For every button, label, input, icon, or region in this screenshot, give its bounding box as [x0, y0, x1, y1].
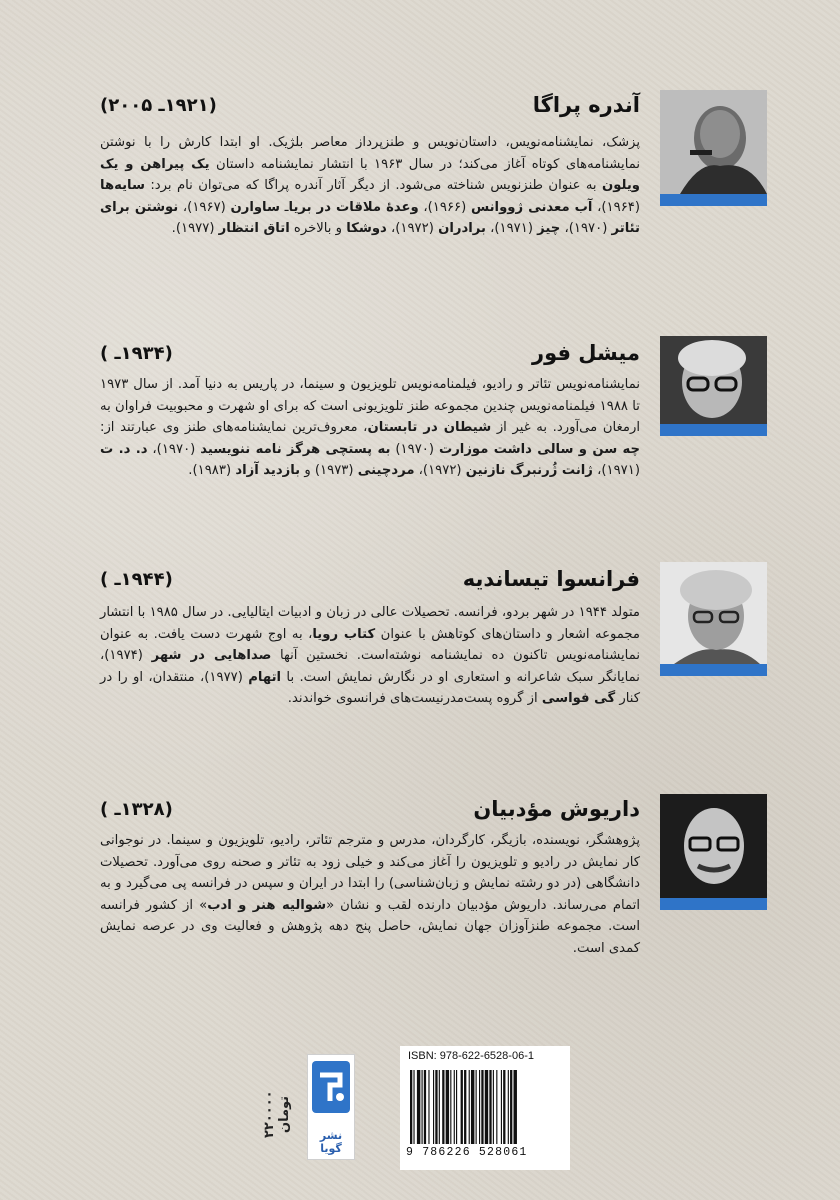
author-bio: [100, 830, 640, 959]
barcode-stripe: [508, 1070, 509, 1144]
author-portrait-faure: [660, 336, 767, 436]
barcode-stripe: [424, 1070, 426, 1144]
author-header: [100, 336, 640, 370]
author-dates: (۱۳۲۸ـ ): [100, 798, 173, 820]
portrait-accent-bar: [660, 194, 767, 206]
author-name: فرانسوا تیساندیه: [462, 567, 640, 591]
portrait-photo: [660, 562, 767, 664]
author-name: آندره پراگا: [532, 93, 640, 117]
author-portrait-moaddabian: [660, 794, 767, 910]
author-dates: (۱۹۲۱ـ ۲۰۰۵): [100, 94, 217, 116]
barcode-stripe: [501, 1070, 502, 1144]
barcode-stripe: [485, 1070, 488, 1144]
back-cover-footer: [0, 1040, 840, 1170]
barcode-stripe: [413, 1070, 414, 1144]
barcode-stripe: [446, 1070, 449, 1144]
portrait-accent-bar: [660, 898, 767, 910]
barcode-stripe: [417, 1070, 420, 1144]
author-name: میشل فور: [531, 341, 640, 365]
portrait-photo: [660, 794, 767, 898]
author-portrait-tissandier: [660, 562, 767, 676]
barcode-stripe: [481, 1070, 483, 1144]
portrait-photo: [660, 90, 767, 194]
barcode-stripe: [422, 1070, 423, 1144]
author-portrait-praga: [660, 90, 767, 206]
isbn-barcode-box: [400, 1046, 570, 1170]
barcode-stripe: [454, 1070, 455, 1144]
barcode-stripe: [442, 1070, 444, 1144]
author-bio-text: پزشک، نمایشنامه‌نویس، داستان‌نویس و طنزپرداز معاصر بلژیک. او ابتدا کارش را با نوشتن نمایشنامه‌های کوتاه آغاز می‌کند؛ در سال ۱۹۶۳ با انتشار نمایشنامه داستان یک پیراهن و یک ویلون به عنوان طنزنویس شناخته می‌شود. از دیگر آثار آندره پراگا که می‌توان نام برد: سایه‌ها (۱۹۶۴)، آب معدنی ژووانس (۱۹۶۶)، وعدهٔ ملاقات در بریاـ ساوارن (۱۹۶۷)، نوشتن برای تئاتر (۱۹۷۰)، چیز (۱۹۷۱)، برادران (۱۹۷۲)، دوشکا و بالاخره اتاق انتظار (۱۹۷۷).: [100, 135, 641, 236]
barcode-stripe: [471, 1070, 474, 1144]
author-bio-text: پژوهشگر، نویسنده، بازیگر، کارگردان، مدرس و مترجم تئاتر، رادیو، تلویزیون و سینما. در نوجوانی کار نمایش در رادیو و تلویزیون را آغاز می‌کند و خیلی زود به تئاتر و صحنه روی می‌آورد. تحصیلات دانشگاهی (در دو رشته نمایش و زبان‌شناسی) را ابتدا در ایران و سپس در فرانسه پی می‌گیرد و به اتمام می‌رساند. داریوش مؤدبیان دارنده لقب و نشان «شوالیه هنر و ادب» از کشور فرانسه است. مجموعه طنزآوزان جهان نمایش، حاصل پنج دهه پژوهش و فعالیت وی در عرصه نمایش کمدی است.: [100, 833, 640, 956]
author-header: [100, 562, 640, 596]
publisher-logo-icon: [312, 1061, 350, 1113]
barcode-stripe: [433, 1070, 434, 1144]
author-header: [100, 792, 640, 826]
barcode-stripe: [479, 1070, 480, 1144]
portrait-accent-bar: [660, 664, 767, 676]
barcode-icon: [408, 1070, 562, 1144]
publisher-logo: [307, 1054, 355, 1160]
barcode-stripe: [469, 1070, 470, 1144]
barcode-stripe: [476, 1070, 477, 1144]
barcode-stripe: [464, 1070, 466, 1144]
barcode-stripe: [503, 1070, 505, 1144]
author-header: [100, 88, 640, 122]
barcode-stripe: [493, 1070, 494, 1144]
author-bio-text: نمایشنامه‌نویس تئاتر و رادیو، فیلمنامه‌نویس تلویزیون و سینما، در پاریس به دنیا آمد. از سال ۱۹۷۳ تا ۱۹۸۸ فیلمنامه‌نویس چندین مجموعه طنز تلویزیونی است که برای او شهرت و محبوبیت فراوان به ارمغان می‌آورد. به غیر از شیطان در تابستان، معروف‌ترین نمایشنامه‌های طنز وی عبارتند از: چه سن و سالی داشت موزارت (۱۹۷۰) به پستچی هرگز نامه ننویسید (۱۹۷۰)، د. د. ت (۱۹۷۱)، ژانت ژُرنبرگ نازنین (۱۹۷۲)، مردچینی (۱۹۷۳) و بازدید آزاد (۱۹۸۳).: [100, 377, 641, 478]
barcode-stripe: [510, 1070, 512, 1144]
isbn-label: ISBN: 978-622-6528-06-1: [408, 1050, 534, 1062]
barcode-stripe: [461, 1070, 463, 1144]
author-bio: [100, 132, 640, 240]
portrait-accent-bar: [660, 424, 767, 436]
barcode-stripe: [489, 1070, 491, 1144]
publisher-name: نشر گویا: [319, 1129, 343, 1155]
barcode-stripe: [428, 1070, 429, 1144]
barcode-stripe: [439, 1070, 440, 1144]
barcode-stripe: [514, 1070, 517, 1144]
author-dates: (۱۹۳۴ـ ): [100, 342, 173, 364]
price-label: ۲۲۰۰۰۰ تومان: [262, 1090, 292, 1138]
portrait-photo: [660, 336, 767, 424]
barcode-number: 9 786226 528061: [406, 1146, 528, 1159]
barcode-stripe: [496, 1070, 497, 1144]
barcode-stripe: [456, 1070, 457, 1144]
barcode-stripe: [450, 1070, 451, 1144]
barcode-stripe: [435, 1070, 437, 1144]
author-bio-text: متولد ۱۹۴۴ در شهر بردو، فرانسه. تحصیلات عالی در زبان و ادبیات ایتالیایی. در سال ۱۹۸۵ با انتشار مجموعه اشعار و داستان‌های کوتاهش با عنوان کتاب رویا، به اوج شهرت دست یافت. به عنوان نمایشنامه‌نویس تاکنون ده نمایشنامه نوشته‌است. نخستین آنها صداهایی در شهر (۱۹۷۴)، نمایانگر سبک شاعرانه و استعاری او در نگارش نمایش است. با اتهام (۱۹۷۷)، منتقدان، او را در کنار گی فواسی از گروه پست‌مدرنیست‌های فرانسوی خواندند.: [100, 605, 640, 706]
barcode-stripe: [410, 1070, 412, 1144]
author-bio: [100, 602, 640, 710]
author-bio: [100, 374, 640, 482]
author-name: داریوش مؤدبیان: [473, 797, 640, 821]
author-dates: (۱۹۴۴ـ ): [100, 568, 173, 590]
